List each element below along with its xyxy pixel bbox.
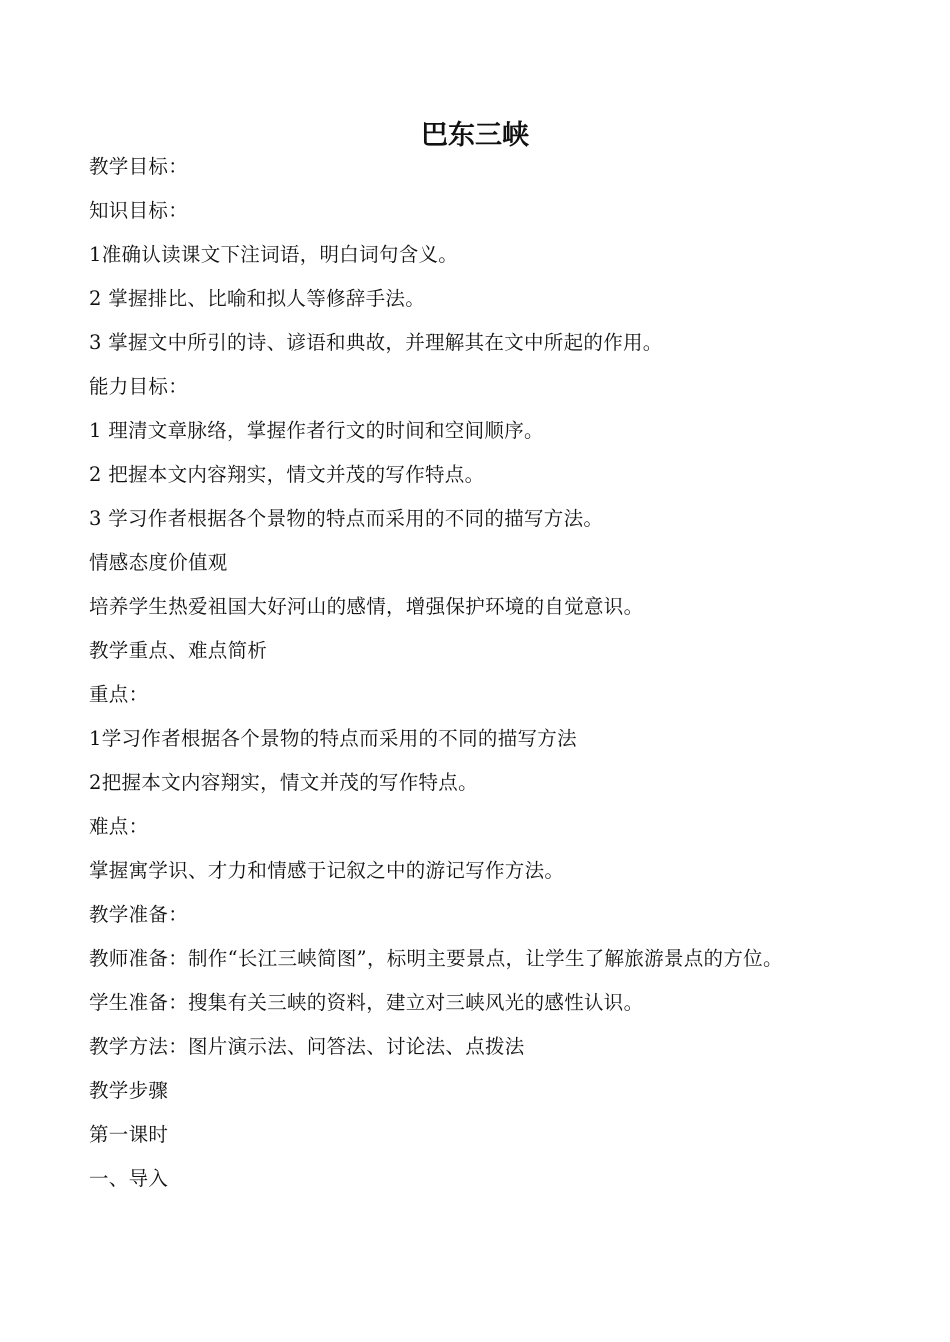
text-line: 情感态度价值观 <box>89 551 228 574</box>
text-line: 学生准备：搜集有关三峡的资料，建立对三峡风光的感性认识。 <box>89 991 644 1014</box>
text-line: 2 掌握排比、比喻和拟人等修辞手法。 <box>89 287 426 310</box>
text-line: 3 学习作者根据各个景物的特点而采用的不同的描写方法。 <box>89 507 604 530</box>
text-line: 2把握本文内容翔实，情文并茂的写作特点。 <box>89 771 478 794</box>
text-line: 第一课时 <box>89 1123 169 1146</box>
text-line: 2 把握本文内容翔实，情文并茂的写作特点。 <box>89 463 485 486</box>
text-line: 难点： <box>89 815 149 838</box>
text-line: 1 理清文章脉络，掌握作者行文的时间和空间顺序。 <box>89 419 544 442</box>
text-line: 教学步骤 <box>89 1079 169 1102</box>
text-line: 教学目标： <box>89 155 189 178</box>
text-line: 能力目标： <box>89 375 189 398</box>
text-line: 一、导入 <box>89 1167 169 1190</box>
text-line: 1学习作者根据各个景物的特点而采用的不同的描写方法 <box>89 727 577 750</box>
text-line: 教学准备： <box>89 903 189 926</box>
text-line: 教学方法：图片演示法、问答法、讨论法、点拨法 <box>89 1035 525 1058</box>
document-title: 巴东三峡 <box>421 120 529 151</box>
text-line: 重点： <box>89 683 149 706</box>
text-line: 掌握寓学识、才力和情感于记叙之中的游记写作方法。 <box>89 859 565 882</box>
text-line: 教学重点、难点简析 <box>89 639 268 662</box>
text-line: 教师准备：制作“长江三峡简图”，标明主要景点，让学生了解旅游景点的方位。 <box>89 947 783 970</box>
text-line: 知识目标： <box>89 199 189 222</box>
text-line: 1准确认读课文下注词语，明白词句含义。 <box>89 243 459 266</box>
text-line: 培养学生热爱祖国大好河山的感情，增强保护环境的自觉意识。 <box>89 595 644 618</box>
text-line: 3 掌握文中所引的诗、谚语和典故，并理解其在文中所起的作用。 <box>89 331 663 354</box>
document-body <box>89 152 939 1208</box>
